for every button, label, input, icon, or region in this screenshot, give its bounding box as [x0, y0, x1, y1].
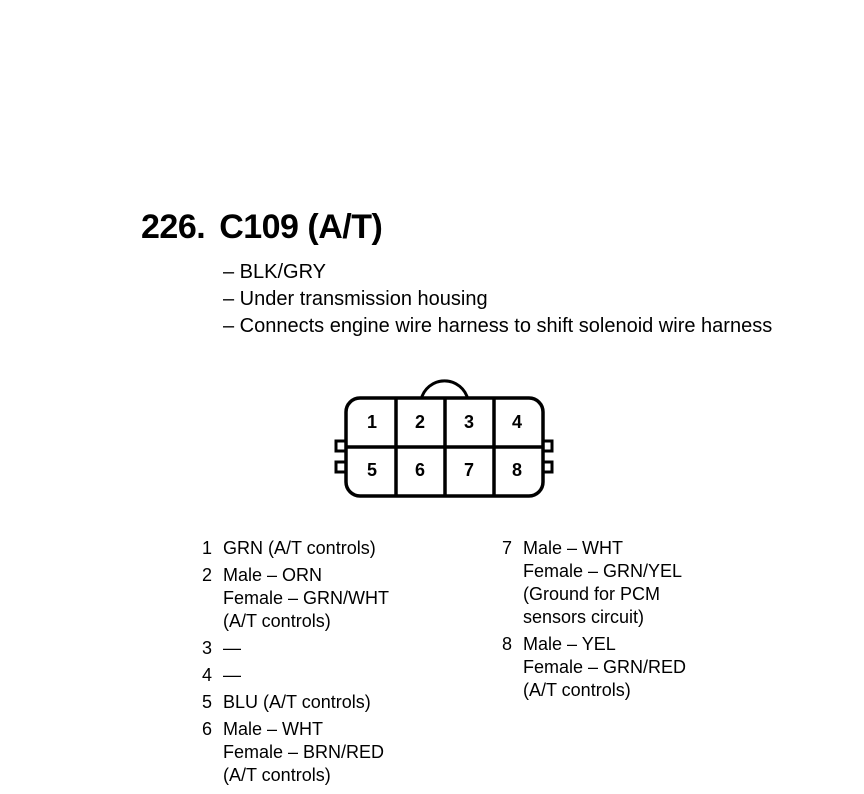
pin-description	[523, 633, 686, 702]
cavity-label-1: 1	[366, 412, 378, 432]
pin-description	[223, 664, 241, 687]
pin-number: 7	[502, 538, 513, 558]
cavity-label-5: 5	[366, 460, 378, 480]
pin-entry-3	[202, 637, 389, 660]
pin-description-line: (A/T controls)	[223, 765, 331, 785]
pin-description-line: Female – GRN/RED	[523, 657, 687, 677]
pin-number: 3	[202, 638, 213, 658]
pin-entry-6	[202, 718, 389, 787]
cavity-label-3: 3	[463, 412, 475, 432]
pin-description-line: BLU (A/T controls)	[223, 692, 371, 712]
pin-description-line: —	[223, 665, 241, 685]
pin-entry-2	[202, 564, 389, 633]
cavity-label-7: 7	[463, 460, 475, 480]
detail-location: – Under transmission housing	[223, 288, 488, 310]
pin-list-left	[202, 537, 389, 791]
pin-description-line: —	[223, 638, 241, 658]
pin-number: 8	[502, 634, 513, 654]
cavity-label-2: 2	[414, 412, 426, 432]
pin-description-line: Male – WHT	[523, 538, 624, 558]
connector-title	[141, 208, 382, 247]
connector-name: C109 (A/T)	[219, 208, 383, 246]
detail-connection: – Connects engine wire harness to shift solenoid wire harness	[223, 315, 773, 337]
pin-entry-1	[202, 537, 389, 560]
pin-entry-4	[202, 664, 389, 687]
pin-description-line: Female – GRN/YEL	[523, 561, 683, 581]
pin-description-line: Female – BRN/RED	[223, 742, 385, 762]
pin-description-line: Male – YEL	[523, 634, 616, 654]
pin-description	[223, 718, 384, 787]
pin-description-line: GRN (A/T controls)	[223, 538, 376, 558]
pin-description	[223, 637, 241, 660]
pin-description-line: sensors circuit)	[523, 607, 645, 627]
pin-description	[223, 691, 371, 714]
detail-color: – BLK/GRY	[223, 261, 327, 283]
pin-entry-5	[202, 691, 389, 714]
pin-number: 5	[202, 692, 213, 712]
cavity-label-4: 4	[511, 412, 523, 432]
pin-description	[223, 537, 376, 560]
pin-description-line: (A/T controls)	[223, 611, 331, 631]
connector-details	[223, 259, 772, 340]
pin-number: 6	[202, 719, 213, 739]
pin-number: 4	[202, 665, 213, 685]
pin-entry-7	[502, 537, 686, 629]
pin-entry-8	[502, 633, 686, 702]
pin-description	[523, 537, 682, 629]
cavity-label-8: 8	[511, 460, 523, 480]
pin-description-line: (Ground for PCM	[523, 584, 661, 604]
pin-description-line: (A/T controls)	[523, 680, 631, 700]
pin-description	[223, 564, 389, 633]
pin-description-line: Female – GRN/WHT	[223, 588, 390, 608]
pin-number: 2	[202, 565, 213, 585]
pin-number: 1	[202, 538, 213, 558]
cavity-label-6: 6	[414, 460, 426, 480]
connector-face-diagram	[330, 372, 560, 502]
connector-number: 226.	[141, 208, 206, 246]
pin-description-line: Male – WHT	[223, 719, 324, 739]
pin-description-line: Male – ORN	[223, 565, 323, 585]
pin-list-right	[502, 537, 686, 706]
